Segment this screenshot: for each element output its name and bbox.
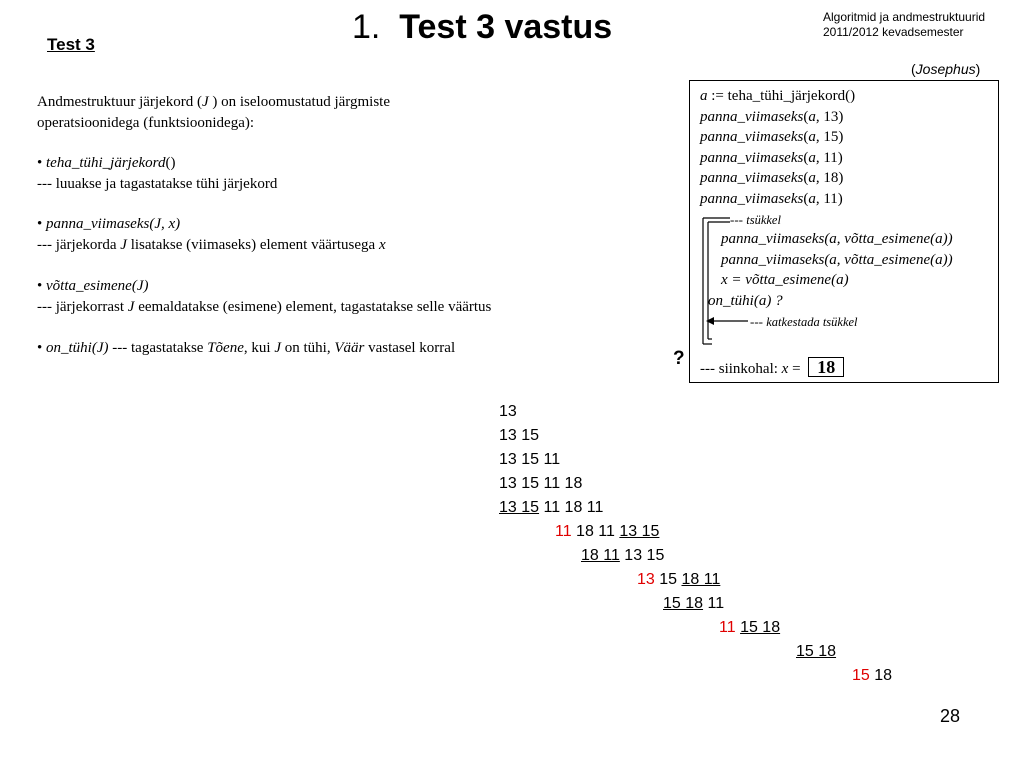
op-args: (J): [91, 340, 109, 356]
arg: , 11): [815, 149, 843, 166]
paren: (: [803, 190, 809, 207]
desc-J: J: [274, 340, 281, 356]
intro-line-2: operatsioonidega (funktsioonidega):: [37, 114, 255, 131]
desc-part: eemaldatakse (esimene) element, tagastatakse selle väärtus: [134, 298, 492, 315]
course-semester: 2011/2012 kevadsemester: [823, 25, 964, 39]
fn: panna_viimaseks: [700, 170, 804, 186]
desc-false: Väär: [334, 340, 365, 356]
desc-part: on tühi,: [280, 340, 335, 356]
seq-underlined: 13 15: [499, 499, 540, 516]
title-text: Test 3 vastus: [399, 8, 613, 46]
op-args: (J, x): [149, 216, 181, 232]
seq-underlined: 15 18: [740, 619, 781, 636]
seq-text: 13 15: [619, 547, 665, 564]
page-number: 28: [940, 706, 961, 726]
op-votta-head: [37, 276, 491, 297]
bullet: •: [37, 340, 43, 356]
seq-removed: 11: [719, 619, 736, 636]
var-a: a: [808, 190, 816, 207]
result-answer-box: 18: [808, 357, 844, 377]
comment-dashes: ---: [730, 212, 747, 227]
josephus-text: Josephus: [915, 61, 976, 77]
paren: (: [803, 129, 809, 145]
op-on-tuhi: [37, 338, 455, 359]
seq-text: 18: [869, 667, 893, 684]
question-mark: ?: [673, 348, 685, 369]
seq-row-4: 13 15 11 18: [499, 475, 583, 492]
seq-row-1: 13: [499, 403, 517, 420]
fn: panna_viimaseks: [700, 108, 804, 125]
seq-row-12: [852, 664, 892, 688]
arg: , 11): [815, 190, 843, 207]
op-name: panna_viimaseks: [46, 216, 150, 232]
var-a: a: [808, 108, 816, 125]
desc-part: vastasel korral: [364, 340, 456, 356]
seq-row-2: 13 15: [499, 427, 540, 444]
comment-dashes: ---: [750, 314, 767, 329]
bullet: •: [37, 278, 43, 294]
desc-part: lisatakse (viimaseks) element väärtusega: [126, 236, 379, 253]
exit-label-line: [750, 312, 858, 333]
seq-row-6: [555, 520, 659, 544]
seq-underlined: 15 18: [663, 595, 704, 612]
paren: (: [803, 108, 809, 125]
fn: panna_viimaseks: [700, 129, 804, 145]
seq-row-3: 13 15 11: [499, 451, 561, 468]
arg: , 13): [815, 108, 844, 125]
seq-row-5: [499, 496, 603, 520]
code-condition: [708, 291, 783, 312]
intro-part: Andmestruktuur järjekord (: [37, 94, 202, 110]
intro-J: J: [201, 94, 209, 110]
result-var: x: [781, 361, 789, 377]
op-teha-desc: --- luuakse ja tagastatakse tühi järjekord: [37, 175, 278, 192]
code-body-1: [721, 229, 953, 250]
seq-text: 11 18 11: [539, 499, 604, 516]
seq-row-10: [719, 616, 780, 640]
bullet: •: [37, 216, 43, 232]
desc-part: --- tagastatakse: [108, 340, 208, 356]
desc-part: , kui: [243, 340, 275, 356]
seq-row-11: [796, 640, 836, 664]
course-info: [823, 10, 985, 40]
test-label: Test 3: [47, 35, 95, 54]
arg: , 15): [815, 129, 844, 145]
seq-removed: 11: [555, 523, 572, 540]
op-args: (): [165, 155, 176, 171]
seq-removed: 15: [852, 667, 870, 684]
intro-part: ) on iseloomustatud järgmiste: [208, 94, 391, 110]
desc-J: J: [127, 298, 135, 315]
seq-underlined: 15 18: [796, 643, 837, 660]
desc-x: x: [378, 236, 386, 253]
bullet: •: [37, 155, 43, 171]
seq-removed: 13: [637, 571, 655, 588]
op-teha-head: [37, 153, 277, 174]
op-args: (J): [131, 278, 149, 294]
code-body-3: [721, 270, 849, 291]
seq-text: 11: [703, 595, 725, 612]
fn: panna_viimaseks: [700, 149, 804, 166]
body-stmt: panna_viimaseks(a, võtta_esimene(a)): [721, 251, 953, 268]
fn: panna_viimaseks: [700, 190, 804, 207]
josephus-label: (Josephus): [911, 61, 981, 77]
title-number: 1.: [352, 8, 381, 46]
intro-line-1: [37, 92, 390, 113]
paren: (: [803, 170, 809, 186]
op-votta: [37, 276, 491, 317]
loop-label: tsükkel: [746, 213, 781, 227]
seq-row-8: [637, 568, 720, 592]
desc-part: --- järjekorda: [37, 236, 121, 253]
desc-part: --- järjekorrast: [37, 298, 128, 315]
op-panna-desc: [37, 235, 386, 256]
result-label: --- siinkohal:: [700, 361, 782, 377]
var-a: a: [700, 88, 708, 104]
seq-underlined: 18 11: [681, 571, 721, 588]
op-name: on_tühi: [46, 340, 92, 356]
cond-stmt: on_tühi(a) ?: [708, 293, 783, 309]
var-a: a: [808, 170, 816, 186]
seq-text: 15: [654, 571, 682, 588]
op-name: võtta_esimene: [46, 278, 132, 294]
exit-label: katkestada tsükkel: [766, 315, 858, 329]
loop-label-line: [730, 210, 781, 231]
seq-row-9: [663, 592, 724, 616]
desc-true: Tõene: [207, 340, 244, 356]
course-name: Algoritmid ja andmestruktuurid: [823, 10, 986, 24]
desc-J: J: [120, 236, 127, 253]
intro-text: [37, 92, 390, 133]
josephus-code-box: [689, 80, 999, 383]
seq-underlined: 13 15: [619, 523, 660, 540]
body-stmt: x = võtta_esimene(a): [721, 272, 849, 288]
seq-underlined: 18 11: [581, 547, 620, 564]
result-eq: =: [788, 361, 805, 377]
var-a: a: [808, 129, 816, 145]
init-stmt: := teha_tühi_järjekord(): [707, 88, 856, 104]
code-result: [700, 357, 844, 380]
seq-row-7: [581, 544, 664, 568]
arg: , 18): [815, 170, 844, 186]
op-votta-desc: [37, 297, 491, 318]
var-a: a: [808, 149, 816, 166]
seq-text: 18 11: [571, 523, 620, 540]
op-name: teha_tühi_järjekord: [46, 155, 166, 171]
paren: (: [803, 149, 809, 166]
op-panna: [37, 214, 386, 255]
code-body-2: [721, 250, 953, 271]
body-stmt: panna_viimaseks(a, võtta_esimene(a)): [721, 231, 953, 247]
op-teha: [37, 153, 277, 194]
slide-title: [352, 8, 612, 47]
op-panna-head: [37, 214, 386, 235]
